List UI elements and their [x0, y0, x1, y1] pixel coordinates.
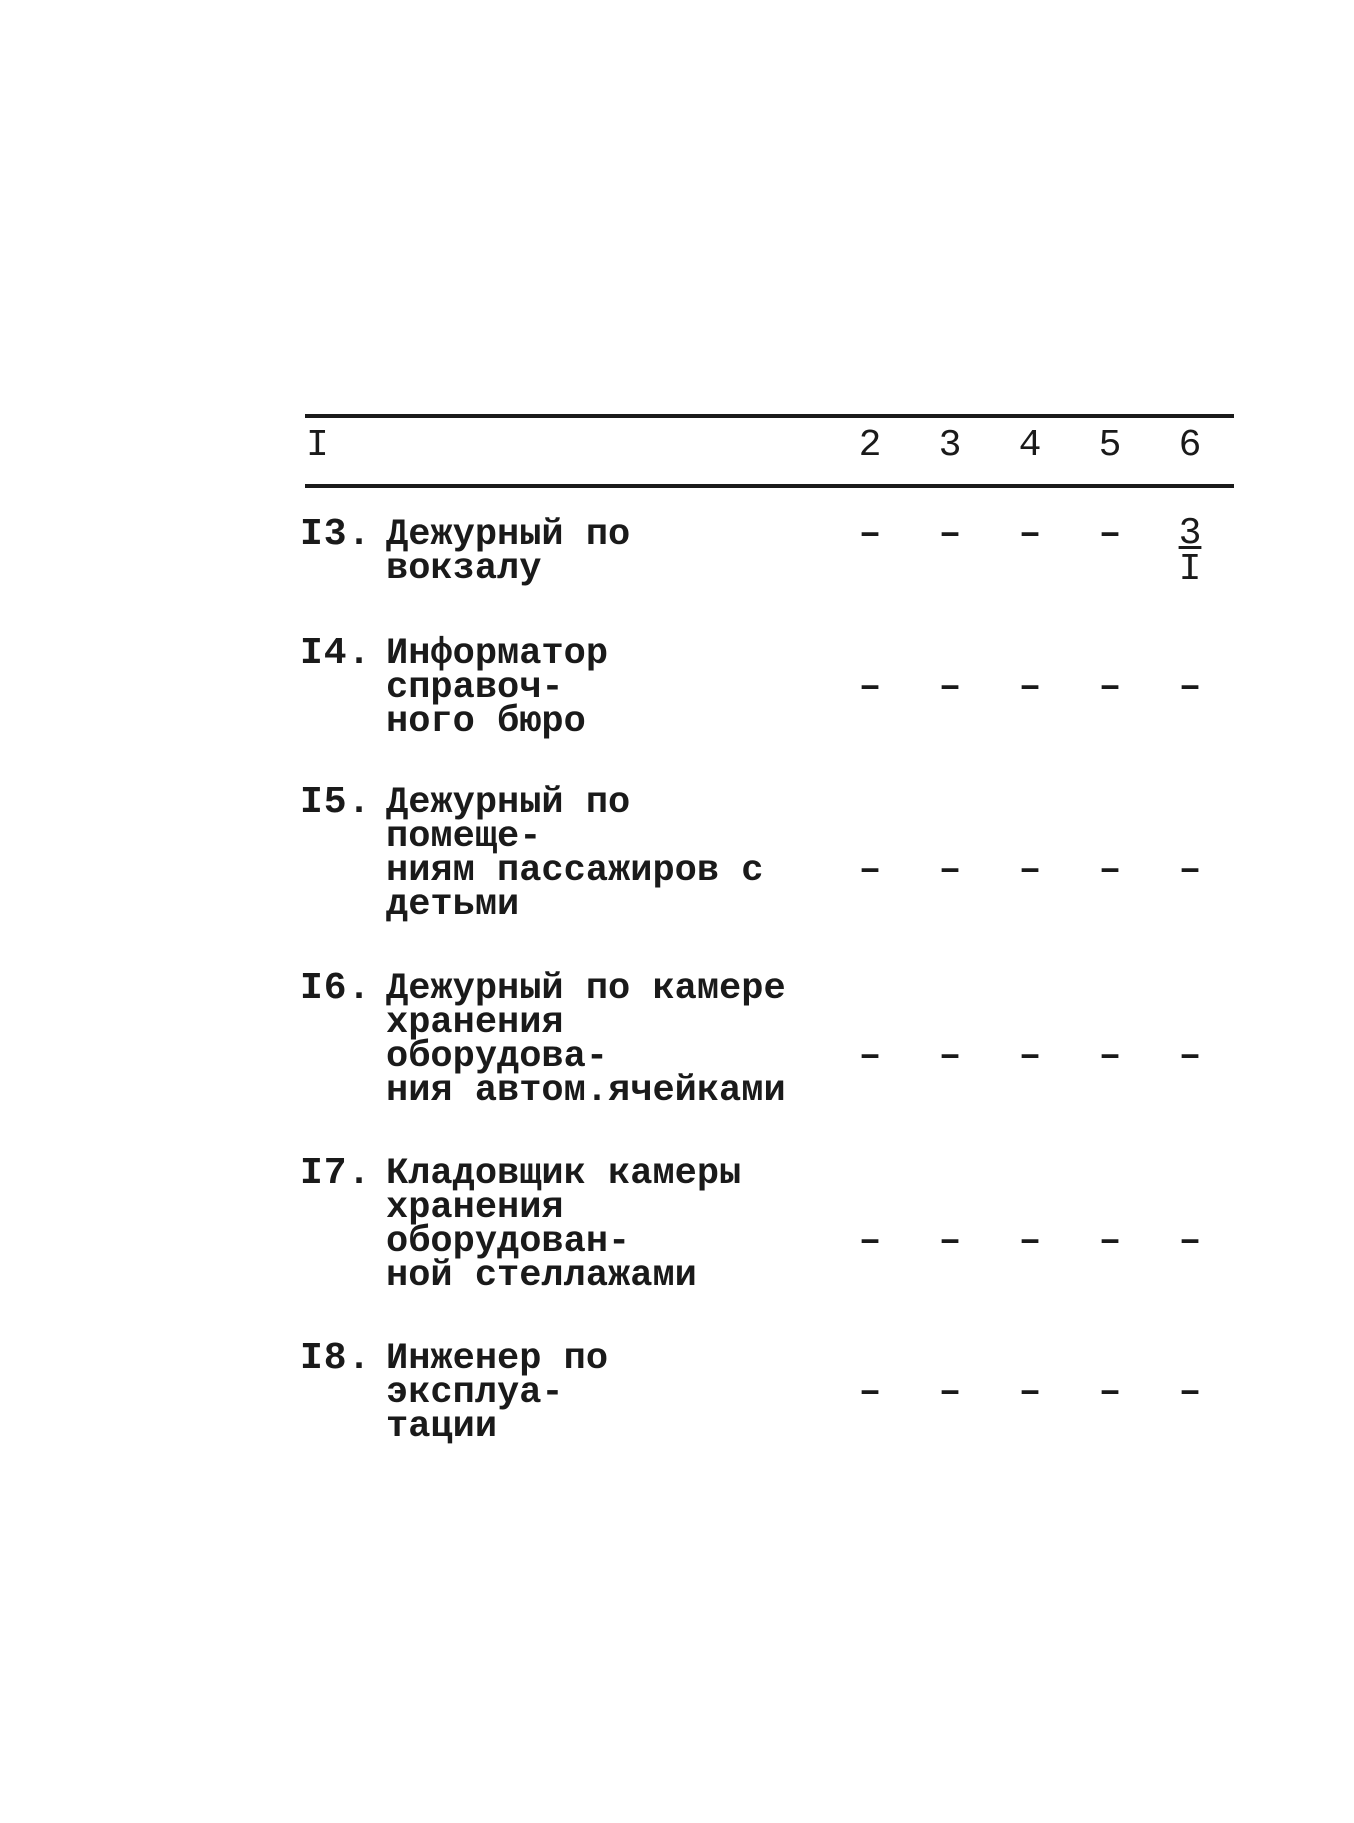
row-position-name: Информатор справоч- ного бюро: [386, 633, 609, 743]
row-position-name: Дежурный по камере хранения оборудова- ния автом.ячейками: [386, 968, 786, 1112]
cell-col-3: –: [938, 849, 962, 892]
row-number: I8.: [300, 1337, 372, 1380]
table-top-rule: [305, 414, 1234, 418]
header-col-4: 4: [1018, 424, 1042, 467]
row-number: I5.: [300, 781, 372, 824]
table-header-rule: [305, 484, 1234, 488]
cell-col-2: –: [858, 1220, 882, 1263]
fraction-denominator: I: [1178, 548, 1202, 591]
cell-col-2: –: [858, 1035, 882, 1078]
fraction-numerator: 3: [1178, 512, 1202, 555]
header-col-5: 5: [1098, 424, 1122, 467]
header-col-3: 3: [938, 424, 962, 467]
cell-col-5: –: [1098, 849, 1122, 892]
row-position-name: Кладовщик камеры хранения оборудован- ной стеллажами: [386, 1153, 742, 1297]
row-number: I3.: [300, 513, 372, 556]
cell-col-4: –: [1018, 1035, 1042, 1078]
cell-col-5: –: [1098, 1035, 1122, 1078]
row-number: I6.: [300, 967, 372, 1010]
row-position-name: Дежурный по вокзалу: [386, 514, 631, 590]
cell-col-5: –: [1098, 666, 1122, 709]
cell-col-6: –: [1178, 1220, 1202, 1263]
cell-col-2: –: [858, 1371, 882, 1414]
row-position-name: Инженер по эксплуа- тации: [386, 1338, 609, 1448]
header-col-1: I: [306, 424, 329, 467]
cell-col-6: –: [1178, 849, 1202, 892]
cell-col-2: –: [858, 513, 882, 556]
cell-col-3: –: [938, 513, 962, 556]
cell-col-4: –: [1018, 1220, 1042, 1263]
cell-col-6: –: [1178, 1035, 1202, 1078]
cell-col-2: –: [858, 666, 882, 709]
cell-col-4: –: [1018, 666, 1042, 709]
cell-col-5: –: [1098, 513, 1122, 556]
row-number: I7.: [300, 1152, 372, 1195]
cell-col-6: [1170, 512, 1210, 591]
cell-col-3: –: [938, 1035, 962, 1078]
header-col-2: 2: [858, 424, 882, 467]
cell-col-2: –: [858, 849, 882, 892]
cell-col-6: –: [1178, 666, 1202, 709]
header-col-6: 6: [1178, 424, 1202, 467]
cell-col-4: –: [1018, 513, 1042, 556]
cell-col-5: –: [1098, 1371, 1122, 1414]
cell-col-3: –: [938, 1220, 962, 1263]
cell-col-5: –: [1098, 1220, 1122, 1263]
cell-col-3: –: [938, 666, 962, 709]
fraction-value: [1178, 512, 1202, 591]
cell-col-4: –: [1018, 1371, 1042, 1414]
cell-col-6: –: [1178, 1371, 1202, 1414]
row-number: I4.: [300, 632, 372, 675]
cell-col-4: –: [1018, 849, 1042, 892]
cell-col-3: –: [938, 1371, 962, 1414]
row-position-name: Дежурный по помеще- ниям пассажиров с детьми: [386, 782, 764, 926]
